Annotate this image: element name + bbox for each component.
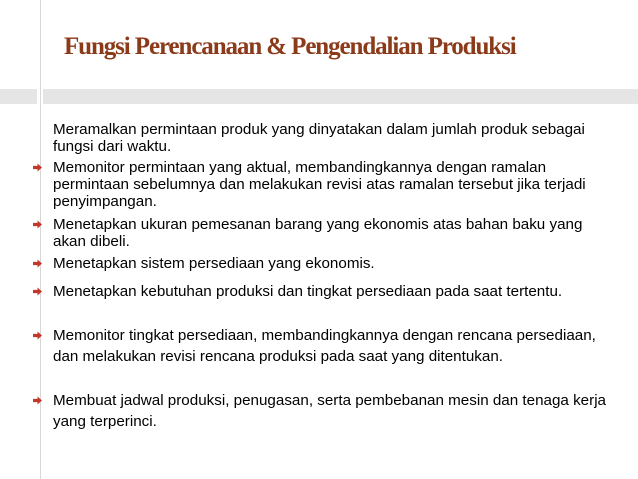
list-item-text: Memonitor tingkat persediaan, membandingkannya dengan rencana persediaan, dan melakukan revisi rencana produksi pada saat yang ditentukan. [53,327,596,365]
red-arrow-bullet-icon [33,220,42,229]
list-item-text: Menetapkan ukuran pemesanan barang yang ekonomis atas bahan baku yang akan dibeli. [53,216,583,250]
list-item-text: Menetapkan kebutuhan produksi dan tingkat persediaan pada saat tertentu. [53,283,563,300]
red-arrow-bullet-icon [33,163,42,172]
list-item-text: Memonitor permintaan yang aktual, membandingkannya dengan ramalan permintaan sebelumnya dan melakukan revisi atas ramalan tersebut jika terjadi penyimpangan. [53,159,586,210]
list-item-text: Meramalkan permintaan produk yang dinyatakan dalam jumlah produk sebagai fungsi dari waktu. [53,121,585,155]
list-item [53,325,613,367]
list-item [53,159,613,210]
list-item-text: Menetapkan sistem persediaan yang ekonomis. [53,255,375,272]
list-item [53,121,613,155]
red-arrow-bullet-icon [33,259,42,268]
slide-title: Fungsi Perencanaan & Pengendalian Produksi [64,33,516,60]
red-arrow-bullet-icon [33,331,42,340]
list-item [53,216,613,250]
red-arrow-bullet-icon [33,287,42,296]
list-item-text: Membuat jadwal produksi, penugasan, serta pembebanan mesin dan tenaga kerja yang terperinci. [53,392,607,430]
list-item [53,255,613,272]
list-item [53,281,613,302]
red-arrow-bullet-icon [33,396,42,405]
list-item [53,390,613,432]
